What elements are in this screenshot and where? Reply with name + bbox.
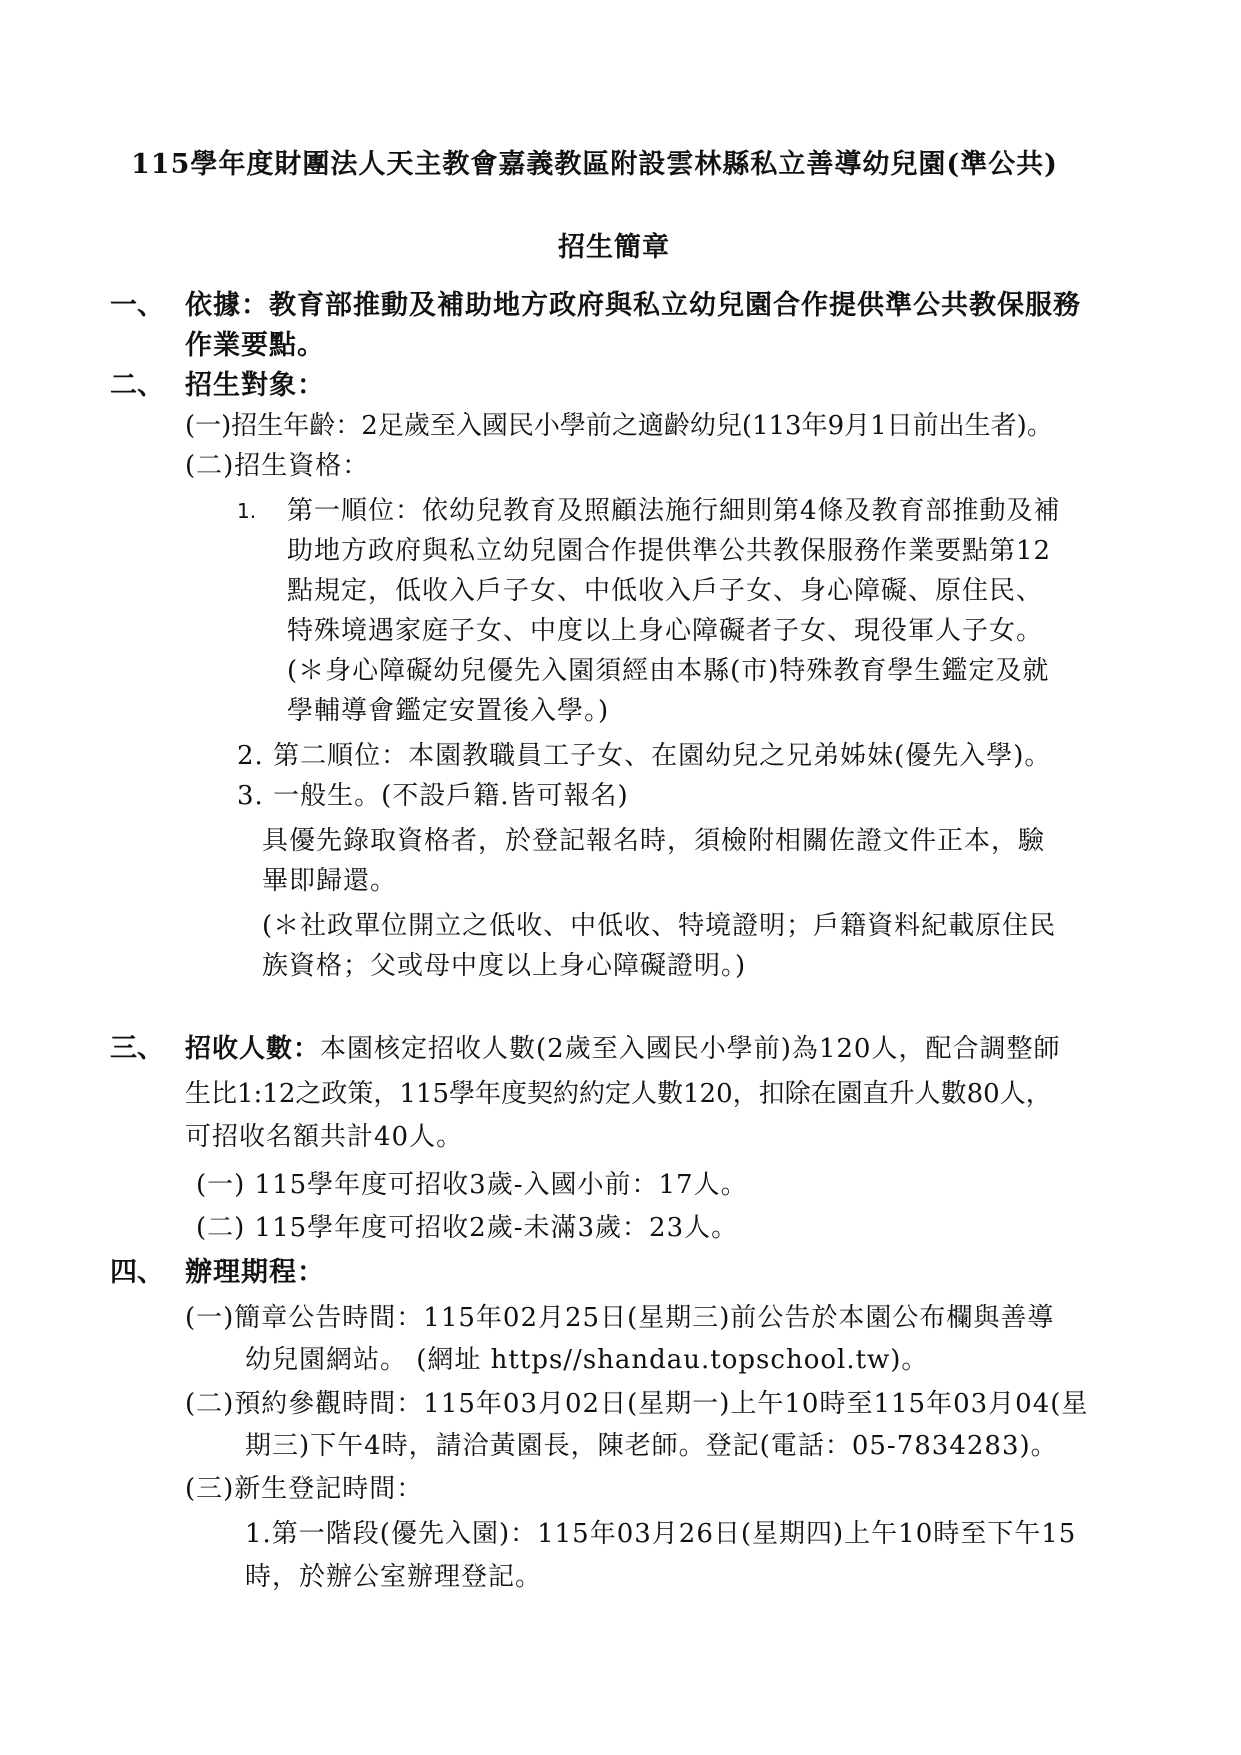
section-1-line2: 作業要點。 (185, 330, 325, 361)
section-1-text: 教育部推動及補助地方政府與私立幼兒園合作提供準公共教保服務 (269, 290, 1081, 321)
section-2-item1-number: 1. (237, 499, 257, 523)
section-4-label: 辦理期程： (185, 1257, 325, 1288)
section-2-label: 招生對象： (185, 370, 325, 401)
section-3-line2: 生比1:12之政策，115學年度契約約定人數120，扣除在園直升人數80人， (185, 1079, 1052, 1109)
section-2-item1-line: 學輔導會鑑定安置後入學。) (287, 696, 610, 726)
section-3-sub2: (二) 115學年度可招收2歲-未滿3歲：23人。 (196, 1213, 739, 1243)
section-4-item2-line2: 期三)下午4時，請洽黃園長，陳老師。登記(電話：05-7834283)。 (245, 1431, 1058, 1461)
section-2-item1-line: 點規定，低收入戶子女、中低收入戶子女、身心障礙、原住民、 (287, 576, 1044, 606)
document-title: 115學年度財團法人天主教會嘉義教區附設雲林縣私立善導幼兒園(準公共) (131, 149, 1058, 180)
section-3-sub1: (一) 115學年度可招收3歲-入國小前：17人。 (196, 1170, 748, 1200)
section-3-marker: 三、 (110, 1033, 164, 1064)
section-1-marker: 一、 (110, 290, 164, 321)
section-2-item1-line: 特殊境遇家庭子女、中度以上身心障礙者子女、現役軍人子女。 (287, 616, 1044, 646)
section-1-label: 依據： (185, 290, 269, 321)
section-3-text: 本園核定招收人數(2歲至入國民小學前)為120人，配合調整師 (320, 1034, 1061, 1064)
section-4-marker: 四、 (110, 1257, 164, 1288)
section-2-item1-line: 第一順位：依幼兒教育及照顧法施行細則第4條及教育部推動及補 (287, 496, 1061, 526)
section-3-line1 (185, 1029, 1060, 1069)
section-2-item2: 2. 第二順位：本園教職員工子女、在園幼兒之兄弟姊妹(優先入學)。 (237, 741, 1052, 771)
section-4-item3: (三)新生登記時間： (185, 1474, 424, 1504)
section-4-item1-line2: 幼兒園網站。 (網址 https//shandau.topschool.tw)。 (245, 1345, 929, 1375)
section-3-label: 招收人數： (185, 1034, 321, 1064)
section-2-item3: 3. 一般生。(不設戶籍.皆可報名) (237, 781, 629, 811)
section-2-note-line: 畢即歸還。 (262, 866, 398, 896)
section-4-item2-line1: (二)預約參觀時間：115年03月02日(星期一)上午10時至115年03月04(星 (185, 1389, 1089, 1419)
section-2-item1-line: 助地方政府與私立幼兒園合作提供準公共教保服務作業要點第12 (287, 536, 1052, 566)
section-4-item3-sub1-line1: 1.第一階段(優先入園)：115年03月26日(星期四)上午10時至下午15 (245, 1519, 1077, 1549)
section-2-item1-line: (＊身心障礙幼兒優先入園須經由本縣(市)特殊教育學生鑑定及就 (287, 656, 1050, 686)
section-2-note-line: (＊社政單位開立之低收、中低收、特境證明；戶籍資料紀載原住民 (262, 911, 1057, 941)
section-3-line3: 可招收名額共計40人。 (185, 1122, 464, 1152)
section-2-note-line: 族資格；父或母中度以上身心障礙證明。) (262, 951, 747, 981)
section-2-age: (一)招生年齡：2足歲至入國民小學前之適齡幼兒(113年9月1日前出生者)。 (185, 411, 1053, 441)
section-4-item3-sub1-line2: 時，於辦公室辦理登記。 (245, 1562, 543, 1592)
section-4-item1-line1: (一)簡章公告時間：115年02月25日(星期三)前公告於本園公布欄與善導 (185, 1303, 1055, 1333)
section-2-qualification: (二)招生資格： (185, 451, 370, 481)
section-2-marker: 二、 (110, 370, 164, 401)
section-2-note-line: 具優先錄取資格者，於登記報名時，須檢附相關佐證文件正本，驗 (262, 826, 1046, 856)
document-subtitle: 招生簡章 (558, 232, 670, 263)
section-1-line1 (185, 286, 1081, 326)
